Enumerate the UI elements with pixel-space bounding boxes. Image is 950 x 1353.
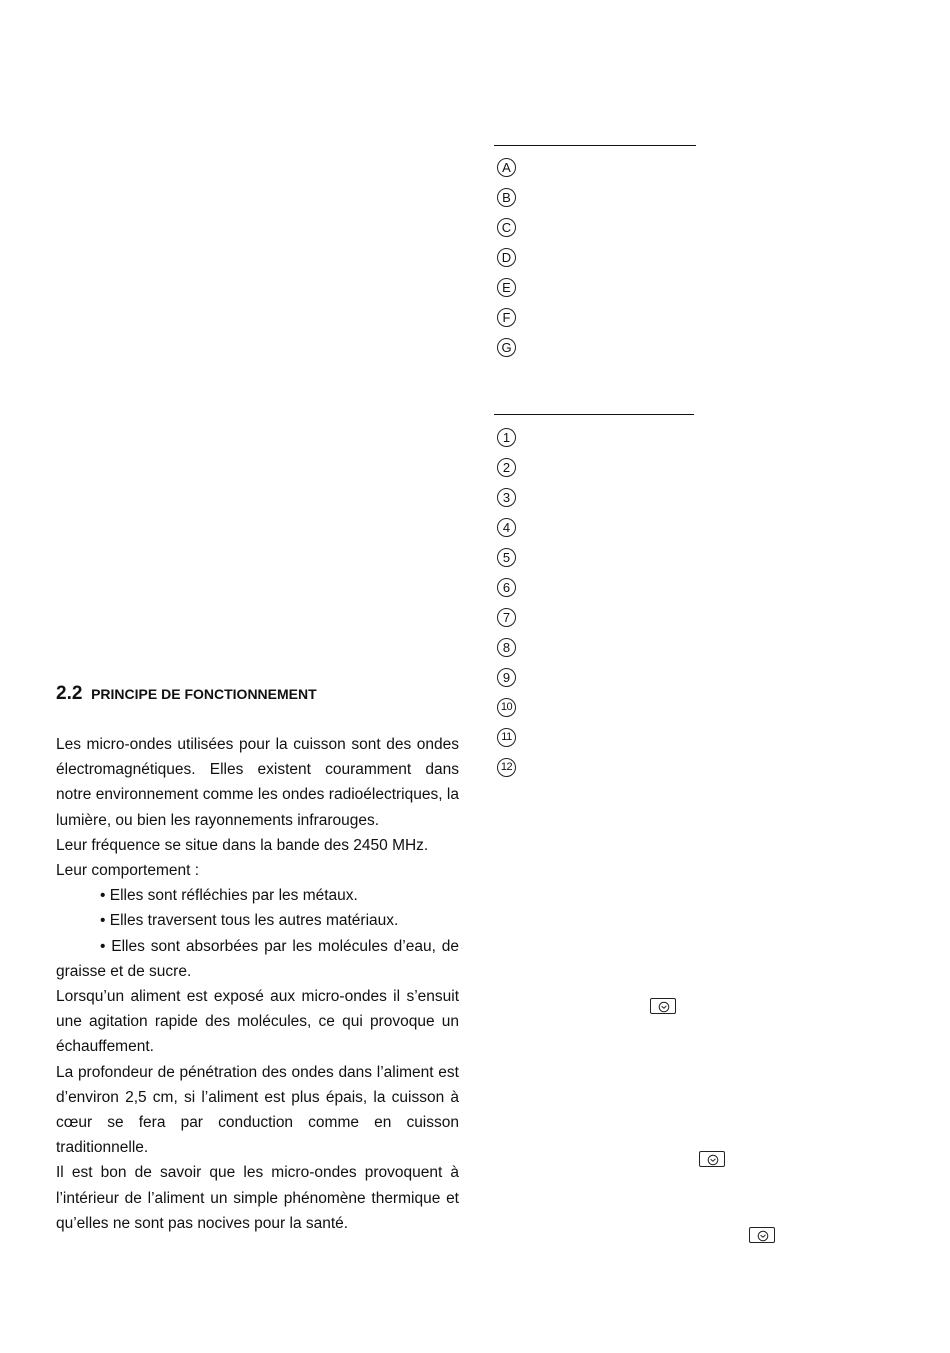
circled-marker: 10 xyxy=(497,698,516,717)
circled-marker: 11 xyxy=(497,728,516,747)
circled-marker: C xyxy=(497,218,516,237)
circled-marker: B xyxy=(497,188,516,207)
paragraph: Leur fréquence se situe dans la bande des 2450 MHz. xyxy=(56,836,429,854)
clock-icon xyxy=(749,1227,775,1243)
paragraph: La profondeur de pénétration des ondes dans l’aliment est d’environ 2,5 cm, si l’aliment est plus épais, la cuisson à cœur se fera par conduction comme en cuisson traditionnelle. xyxy=(56,1063,459,1157)
circled-marker: G xyxy=(497,338,516,357)
clock-icon xyxy=(699,1151,725,1167)
circled-marker: E xyxy=(497,278,516,297)
section-body xyxy=(56,732,459,1236)
circled-marker: 8 xyxy=(497,638,516,657)
bullet-item: • Elles sont absorbées par les molécules d’eau, de graisse et de sucre. xyxy=(56,937,459,980)
circled-marker: D xyxy=(497,248,516,267)
circled-marker: 4 xyxy=(497,518,516,537)
section-heading xyxy=(56,678,317,706)
circled-marker: 9 xyxy=(497,668,516,687)
legend-letters-rule xyxy=(494,145,696,146)
paragraph: Leur comportement : xyxy=(56,862,200,880)
section-title: PRINCIPE DE FONCTIONNEMENT xyxy=(91,686,317,702)
circled-marker: 7 xyxy=(497,608,516,627)
circled-marker: F xyxy=(497,308,516,327)
paragraph: Les micro-ondes utilisées pour la cuisson sont des ondes électromagnétiques. Elles existent couramment dans notre environnement comme les ondes radioélectriques, la lumière, ou bien les rayonnements infrarouges. xyxy=(56,736,459,829)
bullet-item: • Elles traversent tous les autres matériaux. xyxy=(100,912,399,930)
circled-marker: 6 xyxy=(497,578,516,597)
clock-icon xyxy=(650,998,676,1014)
circled-marker: 3 xyxy=(497,488,516,507)
bullet-item: • Elles sont réfléchies par les métaux. xyxy=(100,887,358,905)
section-number: 2.2 xyxy=(56,683,83,704)
paragraph: Il est bon de savoir que les micro-ondes provoquent à l’intérieur de l’aliment un simple phénomène thermique et qu’elles ne sont pas nocives pour la santé. xyxy=(56,1164,459,1232)
circled-marker: 5 xyxy=(497,548,516,567)
circled-marker: 2 xyxy=(497,458,516,477)
circled-marker: A xyxy=(497,158,516,177)
legend-numbers-rule xyxy=(494,414,694,415)
circled-marker: 12 xyxy=(497,758,516,777)
circled-marker: 1 xyxy=(497,428,516,447)
paragraph: Lorsqu’un aliment est exposé aux micro-ondes il s’ensuit une agitation rapide des molécules, ce qui provoque un échauffement. xyxy=(56,988,459,1056)
